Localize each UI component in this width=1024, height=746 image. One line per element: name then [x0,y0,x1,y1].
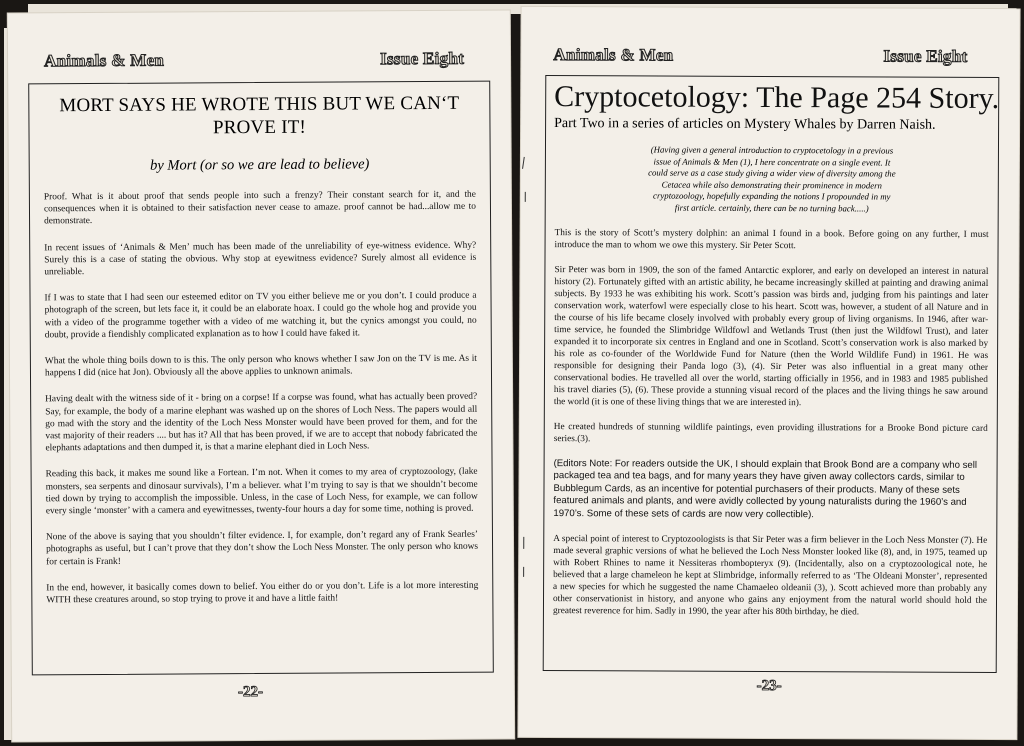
paragraph: If I was to state that I had seen our esteemed editor on TV you either believe me or you don’t. I could produce a photograph of the screen, but lets face it, it could be an elaborate hoax. I could go the whole hog and provide you with a video of the programme together with a video of me watching it, but the cynics amongst you could, no doubt, provide a fiendishly complicated explanation as to how I could have faked it. [44,290,477,341]
article-box [543,75,1000,673]
masthead-title: Animals & Men [553,45,674,65]
margin-mark [522,157,525,169]
paragraph: This is the story of Scott’s mystery dolphin: an animal I found in a book. Before going on any further, I must introduce the man to whom we owe this mystery. Sir Peter Scott. [554,228,989,252]
page-number: -23- [756,677,782,695]
article-box [28,81,494,676]
article-title: Cryptocetology: The Page 254 Story. [554,80,1000,116]
masthead-title: Animals & Men [44,50,165,71]
paragraph: In recent issues of ‘Animals & Men’ much has been made of the unreliability of eye-witness evidence. Why? Surely this is a case of stating the obvious. Why stop at eyewitness evidence? Surely almost all evidence is unreliable. [44,240,477,278]
paragraph: In the end, however, it basically comes down to belief. You either do or you don’t. Life is a lot more interesting WITH these creatures around, so stop trying to prove it and have a little faith! [46,580,479,606]
editor-note: (Editors Note: For readers outside the UK, I should explain that Brook Bond are a company who sell packaged tea and tea bags, and for many years they have given away collectors cards, similar to Bubblegum Cards, as an incentive for potential purchasers of their products. Many of these sets featured animals and plants, and were avidly collected by young naturalists during the 1960’s and 1970’s. Some of these sets of cards are now very collectible). [553,458,978,520]
paragraph: Proof. What is it about proof that sends people into such a frenzy? Their constant search for it, and the consequences when it is obtained to their satisfaction never cease to amaze. proof cannot be had...allow me to demonstrate. [43,189,477,227]
article-byline: by Mort (or so we are lead to believe) [149,156,370,174]
margin-mark [523,567,524,577]
right-page [518,7,1019,739]
paragraph: Having dealt with the witness side of it - bring on a corpse! If a corpse was found, what has actually been proved? Say, for example, the body of a marine elephant was washed up on the shores of Loch Ness. The papers would all go mad with the story and the identity of the Loch Ness Monster would have been proved for them, and for the vast majority of their readers .... but has it? All that has been proved, if we are to accept that nobody fabricated the elephants adaptations and then dumped it, is that a marine elephant died in Loch Ness. [45,392,478,454]
masthead-issue: Issue Eight [380,48,465,69]
article-subtitle: Part Two in a series of articles on Mystery Whales by Darren Naish. [554,116,936,133]
margin-mark [525,192,526,202]
paragraph: A special point of interest to Cryptozoologists is that Sir Peter was a firm believer in the Loch Ness Monster (7). He made several graphic versions of what he believed the Loch Ness Monster looked like (8), and, in 1975, teamed up with Robert Rhines to name it Nessiteras rhombopteryx (9). (Incidentally, also on a cryptozoological note, he believed that a large chameleon he kept at Slimbridge, informally referred to as ‘The Oldeani Monster’, represented a new species for which he suggested the name Chamaeleo oldeanii (3), ). Scott achieved more than probably any other conservationist in history, and anyone who gains any enjoyment from the natural world should hold the greatest reverence for him. Sadly in 1990, the year after his 80th birthday, he died. [552,534,988,618]
paragraph: What the whole thing boils down to is this. The only person who knows whether I saw Jon on the TV is me. As it happens I did (nice hat Jon). Obviously all the above applies to unknown animals. [44,353,477,379]
paragraph: None of the above is saying that you shouldn’t filter evidence. I, for example, don’t regard any of Frank Searles’ photographs as useful, but I can’t prove that they don’t show the Loch Ness Monster. The only person who knows for certain is Frank! [45,529,479,567]
masthead-issue: Issue Eight [883,46,968,66]
margin-mark [523,537,524,549]
page-number: -22- [237,683,263,701]
paragraph: Reading this back, it makes me sound like a Fortean. I’m not. When it comes to my area of cryptozoology, (lake monsters, sea serpents and dinosaur survivals), I’m a believer. what I’m trying to say is that we shouldn’t become tied down by trying to accomplish the impossible. Unless, in the case of Loch Ness, for example, we can follow every single ‘monster’ with a camera and eyewitnesses, twenty-four hours a day for some time, nothing is proved. [45,467,478,517]
article-title: MORT SAYS HE WROTE THIS BUT WE CAN‘T PROVE IT! [59,92,460,139]
article-intro: (Having given a general introduction to cryptocetology in a previous issue of Animals & Men (1), I here concentrate on a single event. It could serve as a case study giving a wider view of diversity among the Cetacea while also demonstrating their prominence in modern cryptozoology, hopefully expanding the notions I propounded in my first article. certainly, there can be no turning back.....) [648,144,896,213]
paragraph: He created hundreds of stunning wildlife paintings, even providing illustrations for a Brooke Bond picture card series.(3). [553,422,988,445]
left-page [8,10,514,741]
paragraph: Sir Peter was born in 1909, the son of the famed Antarctic explorer, and early on developed an interest in natural history (2). Fortunately gifted with an artistic ability, he became increasingly skilled at painting and drawing animal subjects. By 1933 he was exhibiting his work. Scott’s passion was birds and, judging from his paintings and later conservation work, waterfowl were especially close to his heart. Scott was, however, a student of all Nature and in the course of his life became closely involved with probably every group of living organisms. In 1946, after war-time service, he founded the Slimbridge Wildfowl and Wetlands Trust (then just the Wildfowl Trust), and later expanded it to incorporate six centres in England and one in Scotland. Scott’s conservation work is also marked by his role as co-founder of the Worldwide Fund for Nature (then the World Wildlife Fund) in 1961. He was responsible for designing their Panda logo (3), (4). Sir Peter was also influential in a great many other conservational bodies. He travelled all over the world, starting officially in 1956, and in 1983 and 1985 published his travel diaries (5), (6). These provide a stunning visual record of the places and the living things he saw around the world (it is one of these living things that we are interested in). [553,265,989,409]
